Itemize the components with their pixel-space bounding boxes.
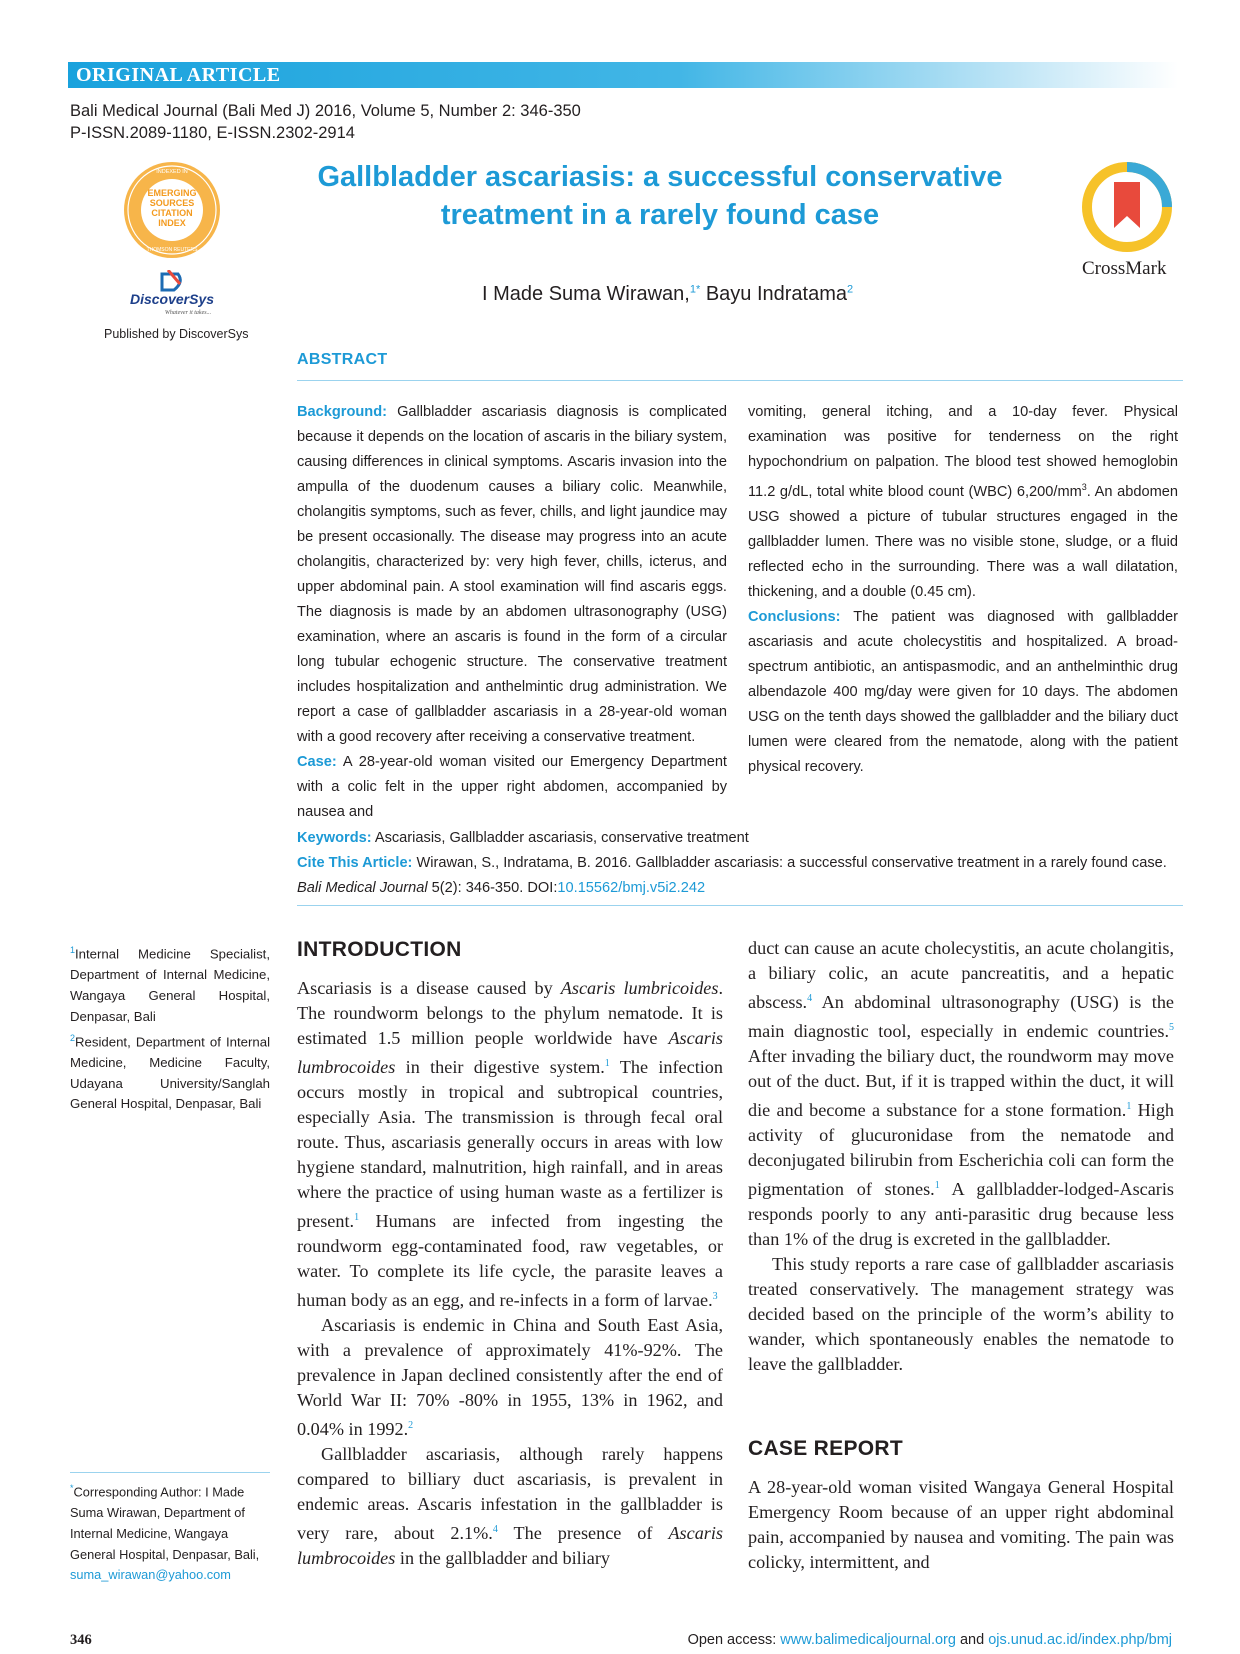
esci-line-1: EMERGING <box>147 188 197 198</box>
case-text-right-1: vomiting, general itching, and a 10-day fever. Physical examination was positive for tenderness on the right hypochondrium on palpation. The blood test showed hemoglobin 11.2 g/dL, total white blood count (WBC) 6,200/mm <box>748 404 1178 500</box>
corresponding-mark: * <box>70 1483 74 1493</box>
published-by-label: Published by DiscoverSys <box>104 327 249 341</box>
corresponding-divider <box>70 1472 270 1473</box>
author-list <box>482 283 853 306</box>
case-text-right-2: . An abdomen USG showed a picture of tubular structures engaged in the gallbladder lumen. There was no visible stone, sludge, or a fluid reflected echo in the surrounding. There was a wall dilatation, thickening, and a double (0.45 cm). <box>748 483 1178 600</box>
ojs-link[interactable]: ojs.unud.ac.id/index.php/bmj <box>988 1632 1172 1648</box>
esci-indexed-logo <box>122 160 222 260</box>
journal-issn-line: P-ISSN.2089-1180, E-ISSN.2302-2914 <box>70 124 355 142</box>
introduction-left-column <box>297 976 723 1571</box>
affiliations <box>70 940 270 1115</box>
case-report-heading: CASE REPORT <box>748 1437 903 1460</box>
journal-citation-line: Bali Medical Journal (Bali Med J) 2016, Volume 5, Number 2: 346-350 <box>70 102 581 120</box>
discoversys-tagline: Whatever it takes... <box>164 310 212 316</box>
crossmark-icon[interactable] <box>1080 160 1174 254</box>
abstract-case-continued <box>748 400 1178 605</box>
abstract-left-column <box>297 400 727 825</box>
abstract-case <box>297 750 727 825</box>
crossmark-label: CrossMark <box>1082 258 1167 279</box>
case-report-column <box>748 1475 1174 1575</box>
case-label: Case: <box>297 754 337 770</box>
case-text-left: A 28-year-old woman visited our Emergency Department with a colic felt in the upper right abdomen, accompanied by nausea and <box>297 754 727 820</box>
affiliation-2-text: Resident, Department of Internal Medicine, Medicine Faculty, Udayana University/Sanglah General Hospital, Denpasar, Bali <box>70 1033 270 1112</box>
abstract-background <box>297 400 727 750</box>
footer-and: and <box>955 1632 989 1648</box>
keywords-text: Ascariasis, Gallbladder ascariasis, conservative treatment <box>371 830 749 846</box>
author-2-affiliation: 2 <box>847 283 854 296</box>
conclusions-label: Conclusions: <box>748 608 841 625</box>
esci-top-text: INDEXED IN <box>156 169 188 175</box>
background-label: Background: <box>297 404 387 420</box>
esci-line-4: INDEX <box>158 218 186 228</box>
intro-paragraph-3: Gallbladder ascariasis, although rarely happens compared to billiary duct ascariasis, is prevalent in endemic areas. Ascaris infestation in the gallbladder is very rare, about 2.1%.$^4$ The presence of Ascaris lumbrocoides in the gallbladder and biliary <box>297 1444 723 1569</box>
cite-text: Wirawan, S., Indratama, B. 2016. Gallbladder ascariasis: a successful conservative treatment in a rarely found case. <box>412 855 1167 871</box>
intro-paragraph-2: Ascariasis is endemic in China and South East Asia, with a prevalence of approximately 41%-92%. The prevalence in Japan declined consistently after the end of World War II: 70% -80% in 1955, 13% in 1962, and 0.04% in 1992.$^2$ <box>297 1315 723 1440</box>
author-1-affiliation: 1* <box>689 283 701 296</box>
article-type-banner <box>68 62 1178 88</box>
abstract-heading: ABSTRACT <box>297 351 388 368</box>
doi-link[interactable]: 10.15562/bmj.v5i2.242 <box>557 880 706 896</box>
esci-line-2: SOURCES <box>149 198 195 208</box>
intro-paragraph-4: This study reports a rare case of gallbladder ascariasis treated conservatively. The management strategy was decided based on the principle of the worm’s ability to wander, which spontaneously enables the nematode to leave the gallbladder. <box>748 1254 1174 1375</box>
introduction-right-column <box>748 936 1174 1377</box>
cite-journal: Bali Medical Journal <box>297 880 428 896</box>
esci-bottom-text: THOMSON REUTERS <box>146 247 198 253</box>
conclusions-text: The patient was diagnosed with gallbladder ascariasis and acute cholecystitis and hospitalized. A broad-spectrum antibiotic, an antispasmodic, and an anthelminthic drug albendazole 400 mg/day were given for 10 days. The abdomen USG on the tenth days showed the gallbladder and the biliary duct lumen were cleared from the nematode, along with the patient physical recovery. <box>748 608 1178 775</box>
case-report-paragraph-1: A 28-year-old woman visited Wangaya General Hospital Emergency Room because of an upper right abdominal pain, accompanied by nausea and vomiting. The pain was colicky, intermittent, and <box>748 1477 1174 1572</box>
cite-this-article <box>297 851 1183 901</box>
corresponding-email-link[interactable]: suma_wirawan@yahoo.com <box>70 1567 231 1583</box>
discoversys-logo <box>118 270 226 322</box>
affiliation-1-number: 1 <box>70 945 76 955</box>
journal-info <box>70 100 581 144</box>
background-text: Gallbladder ascariasis diagnosis is complicated because it depends on the location of ascaris in the biliary system, causing differences in clinical symptoms. Ascaris invasion into the ampulla of the duodenum causes a biliary colic. Meanwhile, cholangitis symptoms, such as fever, chills, and light jaundice may be present occasionally. The disease may progress into an acute cholangitis, characterized by: very high fever, chills, icterus, and upper abdominal pain. A stool examination will find ascaris eggs. The diagnosis is made by an abdomen ultrasonography (USG) examination, where an ascaris is found in the form of a circular long tubular echogenic structure. The conservative treatment includes hospitalization and anthelmintic drug administration. We report a case of gallbladder ascariasis in a 28-year-old woman with a good recovery after receiving a conservative treatment. <box>297 404 727 745</box>
intro-paragraph-1: Ascariasis is a disease caused by Ascaris lumbricoides. The roundworm belongs to the phylum nematode. It is estimated 1.5 million people worldwide have Ascaris lumbrocoides in their digestive system.$^1$ The infection occurs mostly in tropical and subtropical countries, especially Asia. The transmission is through fecal oral route. Thus, ascariasis generally occurs in areas with low hygiene standard, malnutrition, high rainfall, and in areas where the practice of using human waste as a fertilizer is present.$^1$ Humans are infected from ingesting the roundworm egg-contaminated food, raw vegetables, or water. To complete its life cycle, the parasite leaves a human body as an egg, and re-infects in a form of larvae.$^3$ <box>297 978 723 1311</box>
keywords-citation-block <box>297 826 1183 901</box>
discoversys-wordmark: DiscoverSys <box>129 291 215 307</box>
abstract-right-column <box>748 400 1178 780</box>
cite-label: Cite This Article: <box>297 855 413 871</box>
corresponding-author <box>70 1478 270 1586</box>
esci-line-3: CITATION <box>151 208 193 218</box>
abstract-divider <box>297 380 1183 381</box>
open-access-footer <box>688 1632 1172 1648</box>
article-type-label: ORIGINAL ARTICLE <box>76 64 281 86</box>
keywords-label: Keywords: <box>297 830 372 846</box>
author-1: I Made Suma Wirawan, <box>482 283 690 305</box>
open-access-label: Open access: <box>687 1632 781 1648</box>
section-divider <box>297 905 1183 906</box>
author-2: Bayu Indratama <box>700 283 848 305</box>
intro-paragraph-3-continued: duct can cause an acute cholecystitis, an acute cholangitis, a biliary colic, an acute pancreatitis, and a hepatic abscess.$^4$ An abdominal ultrasonography (USG) is the main diagnostic tool, especially in endemic countries.$^5$ After invading the biliary duct, the roundworm may move out of the duct. But, if it is trapped within the duct, it will die and become a substance for a stone formation.$^1$ High activity of glucuronidase from the nematode and deconjugated bilirubin from Escherichia coli can form the pigmentation of stones.$^1$ A gallbladder-lodged-Ascaris responds poorly to any anti-parasitic drug because less than 1% of the drug is excreted in the gallbladder. <box>748 938 1175 1250</box>
keywords <box>297 826 1183 851</box>
corresponding-text: Corresponding Author: I Made Suma Wirawan, Department of Internal Medicine, Wangaya General Hospital, Denpasar, Bali, <box>70 1484 260 1562</box>
affiliation-2 <box>70 1028 270 1116</box>
affiliation-1-text: Internal Medicine Specialist, Department of Internal Medicine, Wangaya General Hospital, Denpasar, Bali <box>70 946 270 1024</box>
affiliation-1 <box>70 940 270 1028</box>
case-superscript: 3 <box>1081 482 1087 492</box>
page-number: 346 <box>70 1632 92 1648</box>
affiliation-2-number: 2 <box>70 1032 76 1043</box>
abstract-conclusions <box>748 605 1178 780</box>
journal-website-link[interactable]: www.balimedicaljournal.org <box>780 1632 956 1648</box>
cite-tail: 5(2): 346-350. DOI: <box>427 880 558 896</box>
article-title: Gallbladder ascariasis: a successful conservative treatment in a rarely found case <box>317 161 1003 231</box>
introduction-heading: INTRODUCTION <box>297 938 462 961</box>
